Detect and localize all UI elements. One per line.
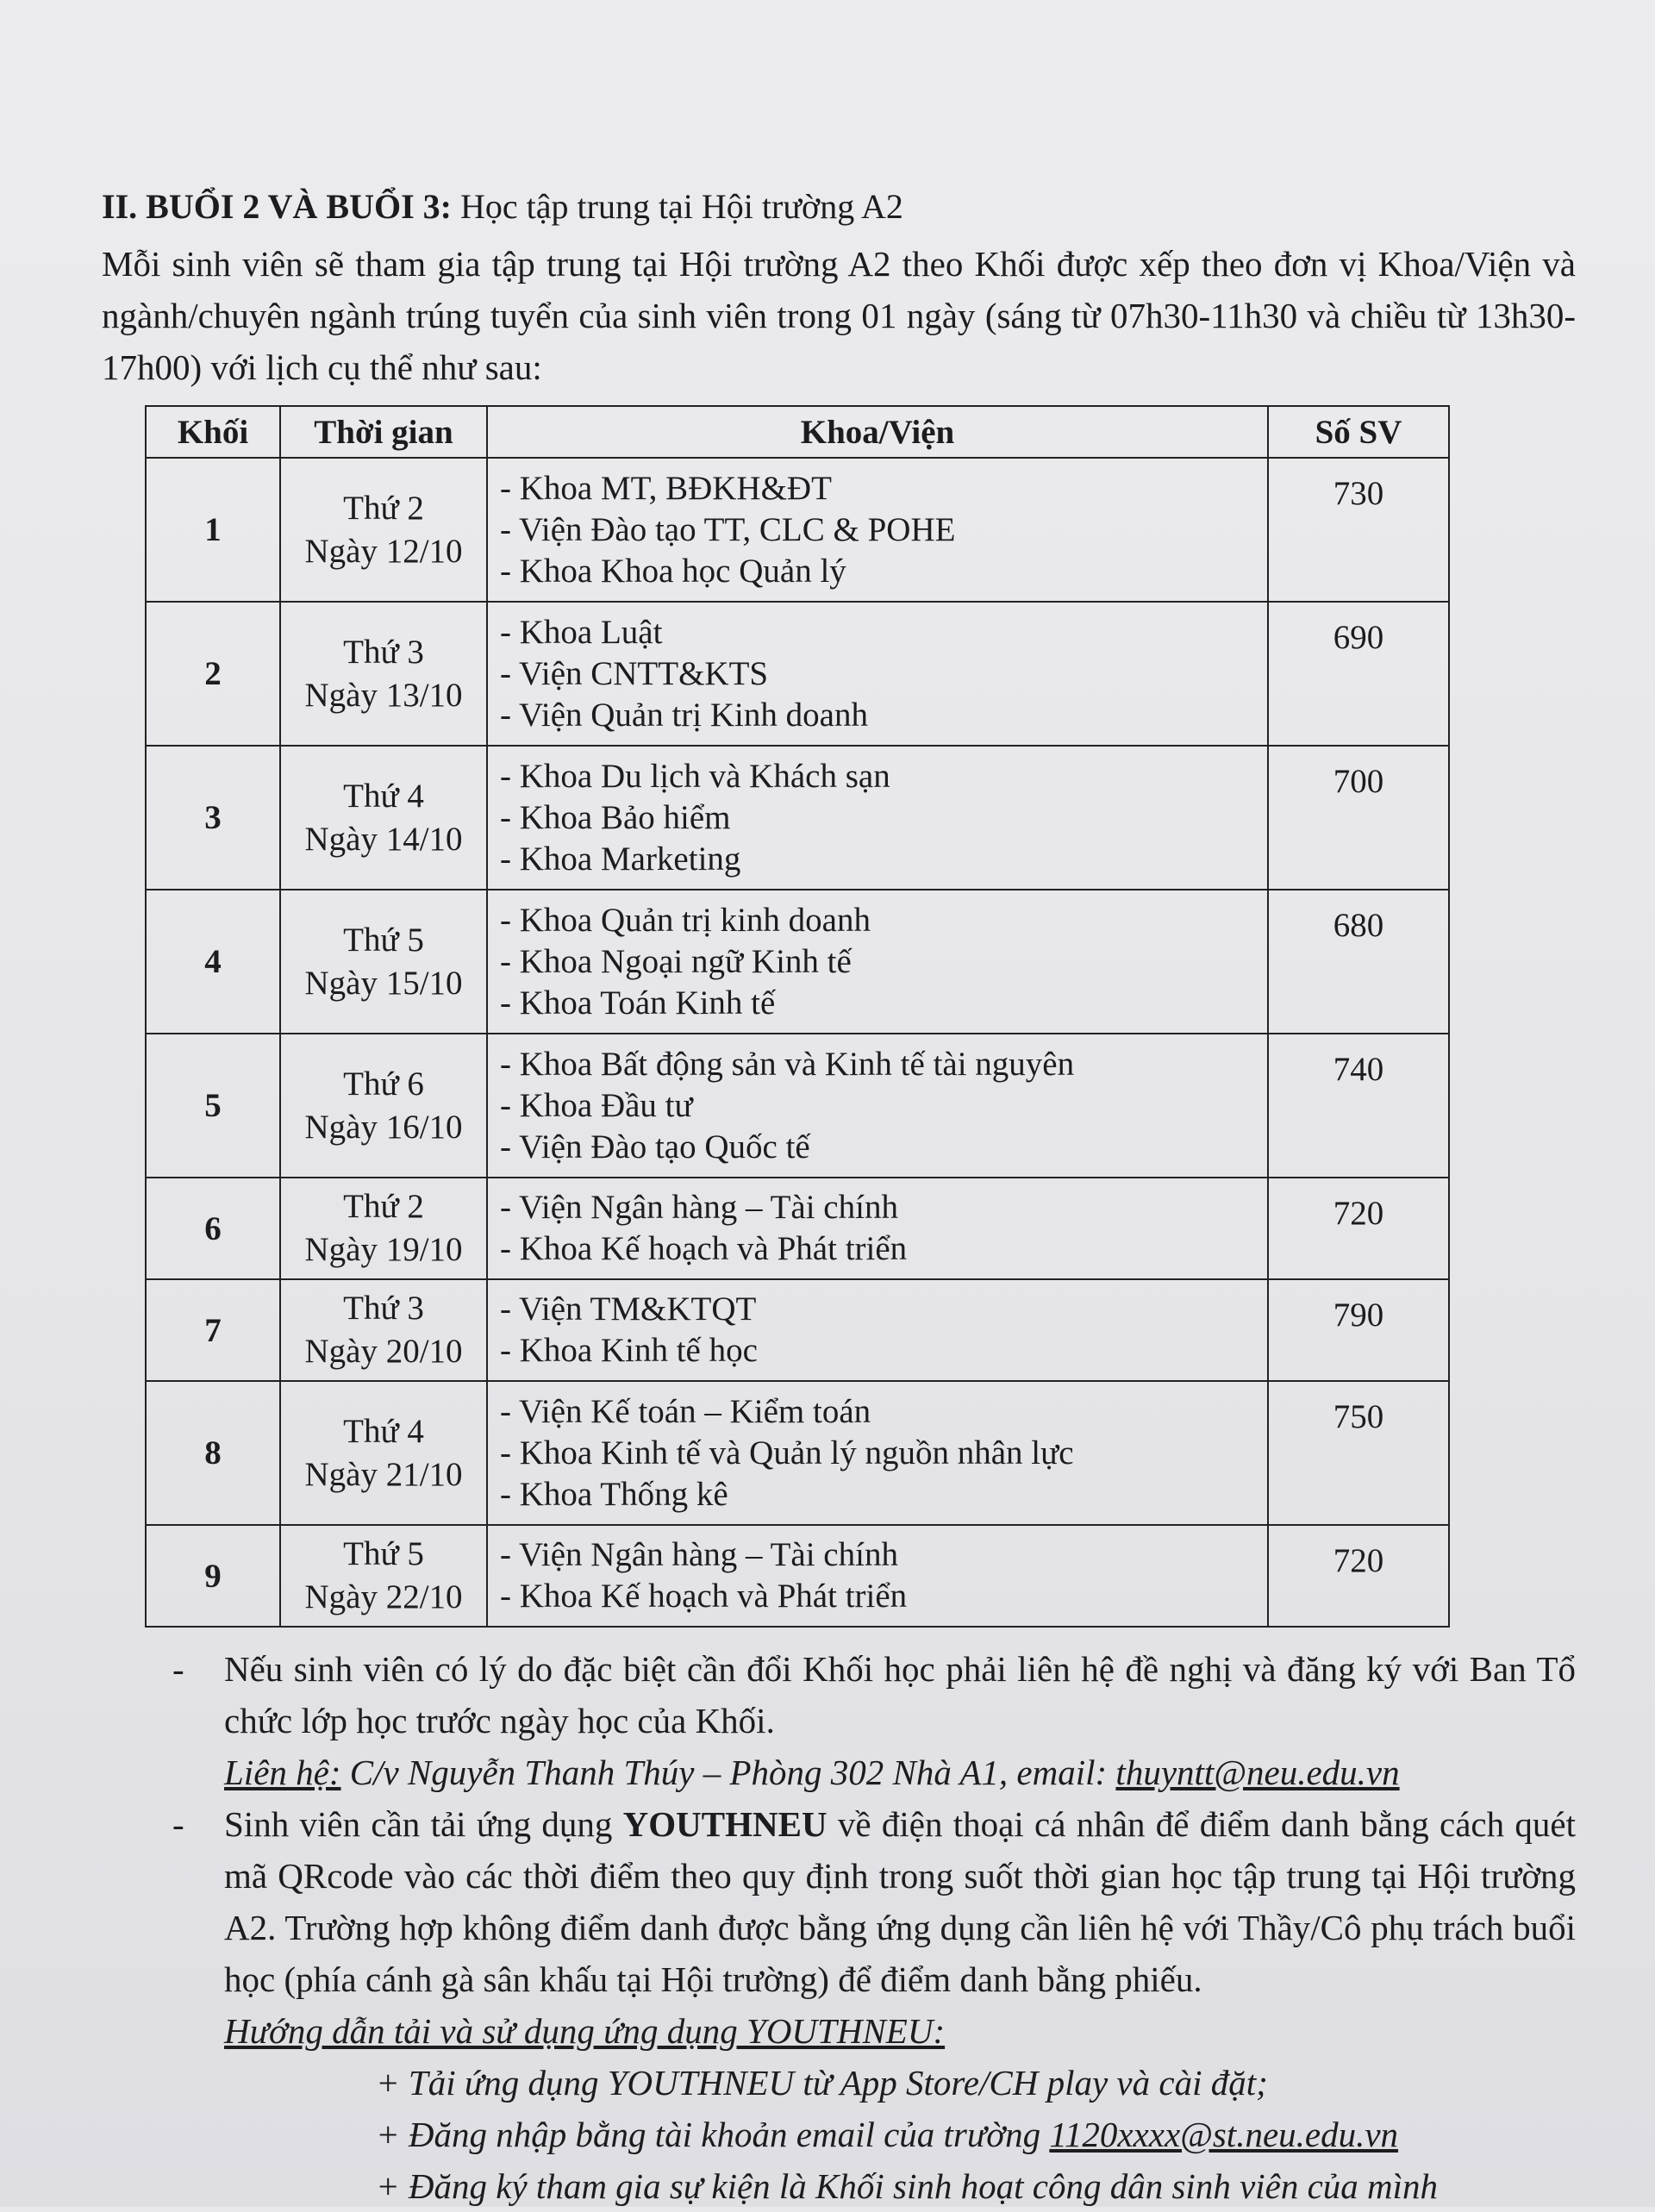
khoa-line: - Khoa Khoa học Quản lý xyxy=(500,552,846,590)
cell-khoi: 3 xyxy=(146,746,280,890)
cell-khoa xyxy=(487,890,1268,1034)
khoa-line: - Khoa Kế hoạch và Phát triển xyxy=(500,1578,908,1615)
cell-khoa xyxy=(487,1034,1268,1178)
cell-so-sv: 720 xyxy=(1268,1525,1449,1627)
cell-time xyxy=(280,1178,487,1279)
khoa-line: - Khoa Kinh tế và Quản lý nguồn nhân lực xyxy=(500,1434,1074,1472)
table-row xyxy=(146,1381,1449,1525)
khoa-line: - Khoa MT, BĐKH&ĐT xyxy=(500,469,832,507)
table-row xyxy=(146,458,1449,602)
khoa-line: - Viện Đào tạo Quốc tế xyxy=(500,1128,810,1165)
cell-time xyxy=(280,746,487,890)
khoa-line: - Viện Kế toán – Kiểm toán xyxy=(500,1392,871,1430)
note-bullet: - xyxy=(172,1804,184,1844)
guide-step xyxy=(102,2109,1576,2160)
cell-time xyxy=(280,458,487,602)
cell-time xyxy=(280,890,487,1034)
cell-thu: Thứ 4 xyxy=(343,777,424,815)
cell-khoa xyxy=(487,458,1268,602)
cell-khoa xyxy=(487,1279,1268,1381)
header-khoa-vien: Khoa/Viện xyxy=(487,406,1268,458)
contact-text: C/v Nguyễn Thanh Thúy – Phòng 302 Nhà A1, email: xyxy=(340,1753,1116,1792)
cell-so-sv: 790 xyxy=(1268,1279,1449,1381)
cell-khoa xyxy=(487,1178,1268,1279)
cell-ngay: Ngày 15/10 xyxy=(304,964,463,1002)
cell-khoi: 9 xyxy=(146,1525,280,1627)
cell-ngay: Ngày 22/10 xyxy=(304,1578,463,1615)
khoa-line: - Khoa Bất động sản và Kinh tế tài nguyên xyxy=(500,1045,1075,1083)
khoa-line: - Khoa Ngoại ngữ Kinh tế xyxy=(500,942,852,980)
cell-khoa xyxy=(487,746,1268,890)
khoa-line: - Khoa Kinh tế học xyxy=(500,1332,758,1369)
khoa-line: - Viện Quản trị Kinh doanh xyxy=(500,696,868,734)
cell-so-sv: 730 xyxy=(1268,458,1449,602)
table-row xyxy=(146,1178,1449,1279)
table-header-row xyxy=(146,406,1449,458)
header-thoi-gian: Thời gian xyxy=(280,406,487,458)
table-row xyxy=(146,1034,1449,1178)
note-change-block-text: Nếu sinh viên có lý do đặc biệt cần đổi Khối học phải liên hệ đề nghị và đăng ký với Ban Tổ chức lớp học trước ngày học của Khối. xyxy=(224,1649,1576,1740)
student-email-link[interactable]: 1120xxxx@st.neu.edu.vn xyxy=(1049,2115,1399,2154)
schedule-table xyxy=(145,405,1450,1628)
guide-step: + Tải ứng dụng YOUTHNEU từ App Store/CH play và cài đặt; xyxy=(376,2063,1268,2103)
document-content xyxy=(102,183,1576,2212)
khoa-line: - Khoa Bảo hiểm xyxy=(500,798,731,836)
cell-khoi: 7 xyxy=(146,1279,280,1381)
cell-ngay: Ngày 13/10 xyxy=(304,676,463,714)
cell-khoi: 1 xyxy=(146,458,280,602)
cell-so-sv: 720 xyxy=(1268,1178,1449,1279)
cell-time xyxy=(280,1381,487,1525)
cell-khoi: 4 xyxy=(146,890,280,1034)
cell-thu: Thứ 3 xyxy=(343,633,424,671)
note-change-block xyxy=(102,1643,1576,1746)
cell-so-sv: 740 xyxy=(1268,1034,1449,1178)
guide-title-text: Hướng dẫn tải và sử dụng ứng dụng YOUTHNEU: xyxy=(224,2011,946,2051)
table-row xyxy=(146,602,1449,746)
khoa-line: - Khoa Du lịch và Khách sạn xyxy=(500,757,890,795)
cell-so-sv: 690 xyxy=(1268,602,1449,746)
khoa-line: - Khoa Toán Kinh tế xyxy=(500,984,776,1022)
cell-ngay: Ngày 14/10 xyxy=(304,820,463,858)
cell-khoi: 6 xyxy=(146,1178,280,1279)
table-row xyxy=(146,746,1449,890)
khoa-line: - Viện TM&KTQT xyxy=(500,1290,757,1328)
cell-thu: Thứ 3 xyxy=(343,1290,424,1327)
cell-time xyxy=(280,1279,487,1381)
guide-step2-text: + Đăng nhập bằng tài khoản email của trường xyxy=(376,2115,1050,2154)
contact-line xyxy=(102,1746,1576,1798)
cell-khoa xyxy=(487,1381,1268,1525)
khoa-line: - Viện Ngân hàng – Tài chính xyxy=(500,1536,898,1573)
cell-thu: Thứ 4 xyxy=(343,1412,424,1450)
contact-label: Liên hệ: xyxy=(224,1753,341,1792)
cell-thu: Thứ 6 xyxy=(343,1065,424,1103)
cell-thu: Thứ 2 xyxy=(343,1188,424,1225)
app-name: YOUTHNEU xyxy=(622,1804,828,1844)
khoa-line: - Viện CNTT&KTS xyxy=(500,654,769,692)
intro-paragraph: Mỗi sinh viên sẽ tham gia tập trung tại Hội trường A2 theo Khối được xếp theo đơn vị Khoa/Viện và ngành/chuyên ngành trúng tuyển của sinh viên trong 01 ngày (sáng từ 07h30-11h30 và chiều từ 13h30-17h00) với lịch cụ thể như sau: xyxy=(102,244,1576,387)
guide-step: + Đăng ký tham gia sự kiện là Khối sinh hoạt công dân sinh viên của mình xyxy=(376,2166,1439,2206)
khoa-line: - Khoa Thống kê xyxy=(500,1475,728,1513)
cell-khoi: 8 xyxy=(146,1381,280,1525)
cell-time xyxy=(280,1525,487,1627)
cell-time xyxy=(280,1034,487,1178)
khoa-line: - Viện Ngân hàng – Tài chính xyxy=(500,1189,898,1226)
cell-thu: Thứ 5 xyxy=(343,921,424,959)
table-row xyxy=(146,890,1449,1034)
cell-so-sv: 700 xyxy=(1268,746,1449,890)
cell-ngay: Ngày 21/10 xyxy=(304,1455,463,1493)
note-app-checkin xyxy=(102,1798,1576,2005)
cell-khoi: 2 xyxy=(146,602,280,746)
khoa-line: - Khoa Đầu tư xyxy=(500,1086,693,1124)
cell-khoa xyxy=(487,602,1268,746)
contact-email-link[interactable]: thuyntt@neu.edu.vn xyxy=(1115,1753,1400,1792)
cell-time xyxy=(280,602,487,746)
section-heading-bold: II. BUỔI 2 VÀ BUỔI 3: xyxy=(102,187,452,226)
note-bullet: - xyxy=(172,1649,184,1689)
khoa-line: - Khoa Kế hoạch và Phát triển xyxy=(500,1230,908,1267)
cell-so-sv: 680 xyxy=(1268,890,1449,1034)
cell-so-sv: 750 xyxy=(1268,1381,1449,1525)
khoa-line: - Khoa Quản trị kinh doanh xyxy=(500,901,871,939)
khoa-line: - Viện Đào tạo TT, CLC & POHE xyxy=(500,510,956,548)
section-heading xyxy=(102,183,1576,231)
note-app-post: về điện thoại cá nhân để điểm danh bằng cách quét mã QRcode vào các thời điểm theo quy định trong suốt thời gian học tập trung tại Hội trường A2. Trường hợp không điểm danh được bằng ứng dụng cần liên hệ với Thầy/Cô phụ trách buổi học (phía cánh gà sân khấu tại Hội trường) để điểm danh bằng phiếu. xyxy=(224,1804,1576,1999)
table-row xyxy=(146,1525,1449,1627)
cell-khoa xyxy=(487,1525,1268,1627)
notes-section xyxy=(102,1643,1576,2212)
header-so-sv: Số SV xyxy=(1268,406,1449,458)
guide-title xyxy=(102,2005,1576,2057)
cell-thu: Thứ 5 xyxy=(343,1535,424,1572)
note-app-pre: Sinh viên cần tải ứng dụng xyxy=(224,1804,623,1844)
section-heading-rest: Học tập trung tại Hội trường A2 xyxy=(452,187,903,226)
cell-thu: Thứ 2 xyxy=(343,489,424,527)
cell-ngay: Ngày 19/10 xyxy=(304,1231,463,1268)
cell-ngay: Ngày 20/10 xyxy=(304,1333,463,1370)
cell-khoi: 5 xyxy=(146,1034,280,1178)
khoa-line: - Khoa Marketing xyxy=(500,840,741,878)
cell-ngay: Ngày 16/10 xyxy=(304,1108,463,1146)
header-khoi: Khối xyxy=(146,406,280,458)
table-row xyxy=(146,1279,1449,1381)
khoa-line: - Khoa Luật xyxy=(500,613,663,651)
cell-ngay: Ngày 12/10 xyxy=(304,532,463,570)
